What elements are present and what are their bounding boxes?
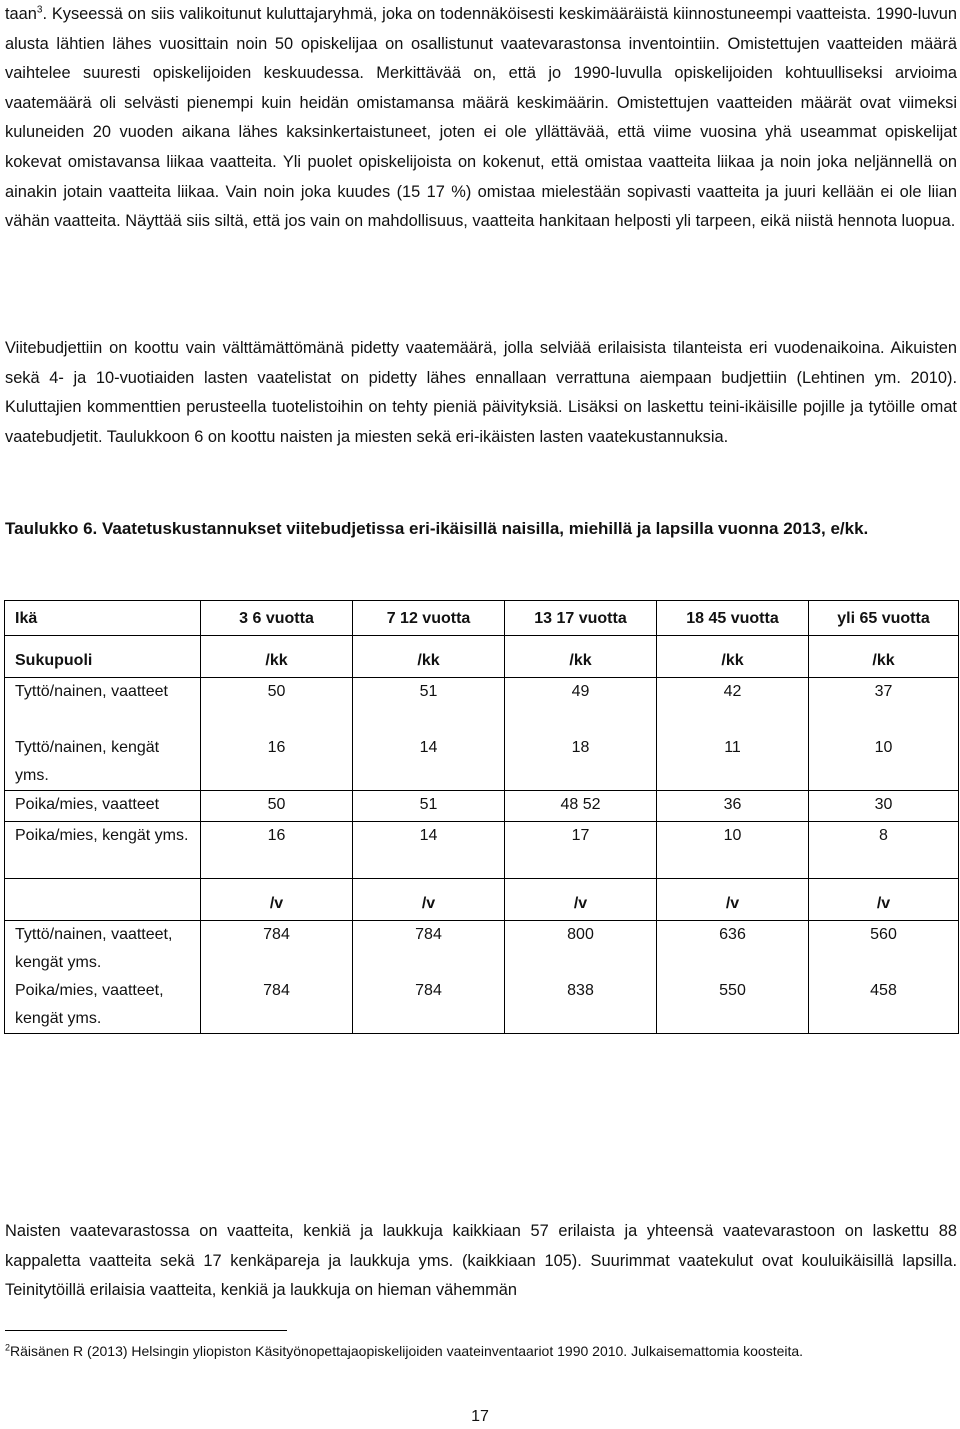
- table-cell: 50: [201, 791, 353, 822]
- table-row: [5, 678, 959, 735]
- unit-cell: /kk: [809, 636, 959, 678]
- row-label: Poika/mies, vaatteet: [5, 791, 201, 822]
- table-cell: 16: [201, 822, 353, 879]
- table-cell: 50: [201, 678, 353, 735]
- page-number: 17: [471, 1408, 489, 1425]
- table-cell: 550: [657, 977, 809, 1034]
- footnote-text: Räisänen R (2013) Helsingin yliopiston Käsityönopettajaopiskelijoiden vaateinventaariot 1990 2010. Julkaisemattomia koosteita.: [10, 1343, 804, 1359]
- unit-row-yearly: [5, 879, 959, 921]
- unit-cell: Sukupuoli: [5, 636, 201, 678]
- row-label: Tyttö/nainen, vaatteet: [5, 678, 201, 735]
- table-cell: 8: [809, 822, 959, 879]
- table-cell: 37: [809, 678, 959, 735]
- unit-cell: /v: [505, 879, 657, 921]
- paragraph-intro-text: . Kyseessä on siis valikoitunut kuluttajaryhmä, joka on todennäköisesti keskimääräistä kiinnostuneempi vaatteista. 1990-luvun alusta lähtien lähes vuosittain noin 50 opiskelijaa on osallistunut vaatevarastonsa inventointiin. Omistettujen vaatteiden määrä vaihtelee suuresti opiskelijoiden keskuudessa. Merkittävää on, että jo 1990-luvulla opiskelijoiden kohtuulliseksi arvioima vaatemäärä oli selvästi pienempi kuin heidän omistamansa määrä keskimäärin. Omistettujen vaatteiden määrät ovat viimeksi kuluneiden 20 vuoden aikana lähes kaksinkertaistuneet, joten ei ole yllättävää, että viime vuosina yhä useammat opiskelijat kokevat omistavansa liikaa vaatteita. Yli puolet opiskelijoista on kokenut, että omistaa vaatteita liikaa ja noin joka neljännellä on ainakin jotain vaatteita liikaa. Vain noin joka kuudes (15 17 %) omistaa mielestään sopivasti vaatteita ja juuri kellään ei ole liian vähän vaatteita. Näyttää siis siltä, että jos vain on mahdollisuus, vaatteita hankitaan helposti yli tarpeen, eikä niistä hennota luopua.: [5, 5, 957, 231]
- unit-cell: /v: [809, 879, 959, 921]
- table-cell: 36: [657, 791, 809, 822]
- table-cell: 42: [657, 678, 809, 735]
- table-cell: 10: [657, 822, 809, 879]
- header-cell: yli 65 vuotta: [809, 601, 959, 636]
- table-row: [5, 734, 959, 791]
- footnote-number: 2: [5, 1342, 11, 1353]
- unit-cell: /kk: [201, 636, 353, 678]
- clothing-cost-table: [4, 600, 959, 1034]
- table-caption: Taulukko 6. Vaatetuskustannukset viitebudjetissa eri-ikäisillä naisilla, miehillä ja lapsilla vuonna 2013, e/kk.: [5, 519, 869, 538]
- table-cell: 11: [657, 734, 809, 791]
- table-cell: 51: [353, 678, 505, 735]
- row-label: Tyttö/nainen, vaatteet, kengät yms.: [5, 921, 201, 978]
- table-cell: 10: [809, 734, 959, 791]
- table-header-row: [5, 601, 959, 636]
- table-cell: 800: [505, 921, 657, 978]
- table-row: [5, 822, 959, 879]
- footnote-ref-3: 3: [36, 4, 43, 16]
- table-cell: 14: [353, 734, 505, 791]
- table-cell: 784: [353, 921, 505, 978]
- table-cell: 17: [505, 822, 657, 879]
- paragraph-intro-prefix: taan: [5, 5, 37, 23]
- table-cell: 16: [201, 734, 353, 791]
- unit-cell: /kk: [505, 636, 657, 678]
- table-cell: 636: [657, 921, 809, 978]
- unit-cell: /v: [657, 879, 809, 921]
- header-cell: 18 45 vuotta: [657, 601, 809, 636]
- paragraph-intro: [5, 0, 957, 237]
- table-cell: 784: [353, 977, 505, 1034]
- table-cell: 838: [505, 977, 657, 1034]
- header-cell: 7 12 vuotta: [353, 601, 505, 636]
- paragraph-wardrobe: Naisten vaatevarastossa on vaatteita, kenkiä ja laukkuja kaikkiaan 57 erilaista ja yhteensä vaatevarastoon on laskettu 88 kappaletta vaatteita sekä 17 kenkäpareja ja laukkuja yms. (kaikkiaan 105). Suurimmat vaatekulut ovat kouluikäisillä lapsilla. Teinitytöillä erilaisia vaatteita, kenkiä ja laukkuja on hieman vähemmän: [5, 1222, 957, 1300]
- unit-cell: /kk: [353, 636, 505, 678]
- header-cell: 13 17 vuotta: [505, 601, 657, 636]
- table-cell: 458: [809, 977, 959, 1034]
- header-cell: Ikä: [5, 601, 201, 636]
- table-row: [5, 921, 959, 978]
- table-cell: 14: [353, 822, 505, 879]
- header-cell: 3 6 vuotta: [201, 601, 353, 636]
- unit-row-monthly: [5, 636, 959, 678]
- unit-cell: [5, 879, 201, 921]
- footnote-divider: [5, 1330, 287, 1331]
- table-cell: 51: [353, 791, 505, 822]
- table-row: [5, 977, 959, 1034]
- table-row: [5, 791, 959, 822]
- table-cell: 560: [809, 921, 959, 978]
- unit-cell: /v: [353, 879, 505, 921]
- row-label: Poika/mies, vaatteet, kengät yms.: [5, 977, 201, 1034]
- table-cell: 49: [505, 678, 657, 735]
- table-cell: 18: [505, 734, 657, 791]
- row-label: Poika/mies, kengät yms.: [5, 822, 201, 879]
- unit-cell: /kk: [657, 636, 809, 678]
- table-cell: 784: [201, 921, 353, 978]
- unit-cell: /v: [201, 879, 353, 921]
- paragraph-budget: Viitebudjettiin on koottu vain välttämättömänä pidetty vaatemäärä, jolla selviää erilaisista tilanteista eri vuodenaikoina. Aikuisten sekä 4- ja 10-vuotiaiden lasten vaatelistat on pidetty lähes ennallaan verrattuna aiempaan budjettiin (Lehtinen ym. 2010). Kuluttajien kommenttien perusteella tuotelistoihin on tehty pieniä päivityksiä. Lisäksi on laskettu teini-ikäisille pojille ja tytöille omat vaatebudjetit. Taulukkoon 6 on koottu naisten ja miesten sekä eri-ikäisten lasten vaatekustannuksia.: [5, 339, 957, 446]
- table-cell: 48 52: [505, 791, 657, 822]
- table-cell: 784: [201, 977, 353, 1034]
- table-cell: 30: [809, 791, 959, 822]
- footnote: [5, 1339, 935, 1363]
- row-label: Tyttö/nainen, kengät yms.: [5, 734, 201, 791]
